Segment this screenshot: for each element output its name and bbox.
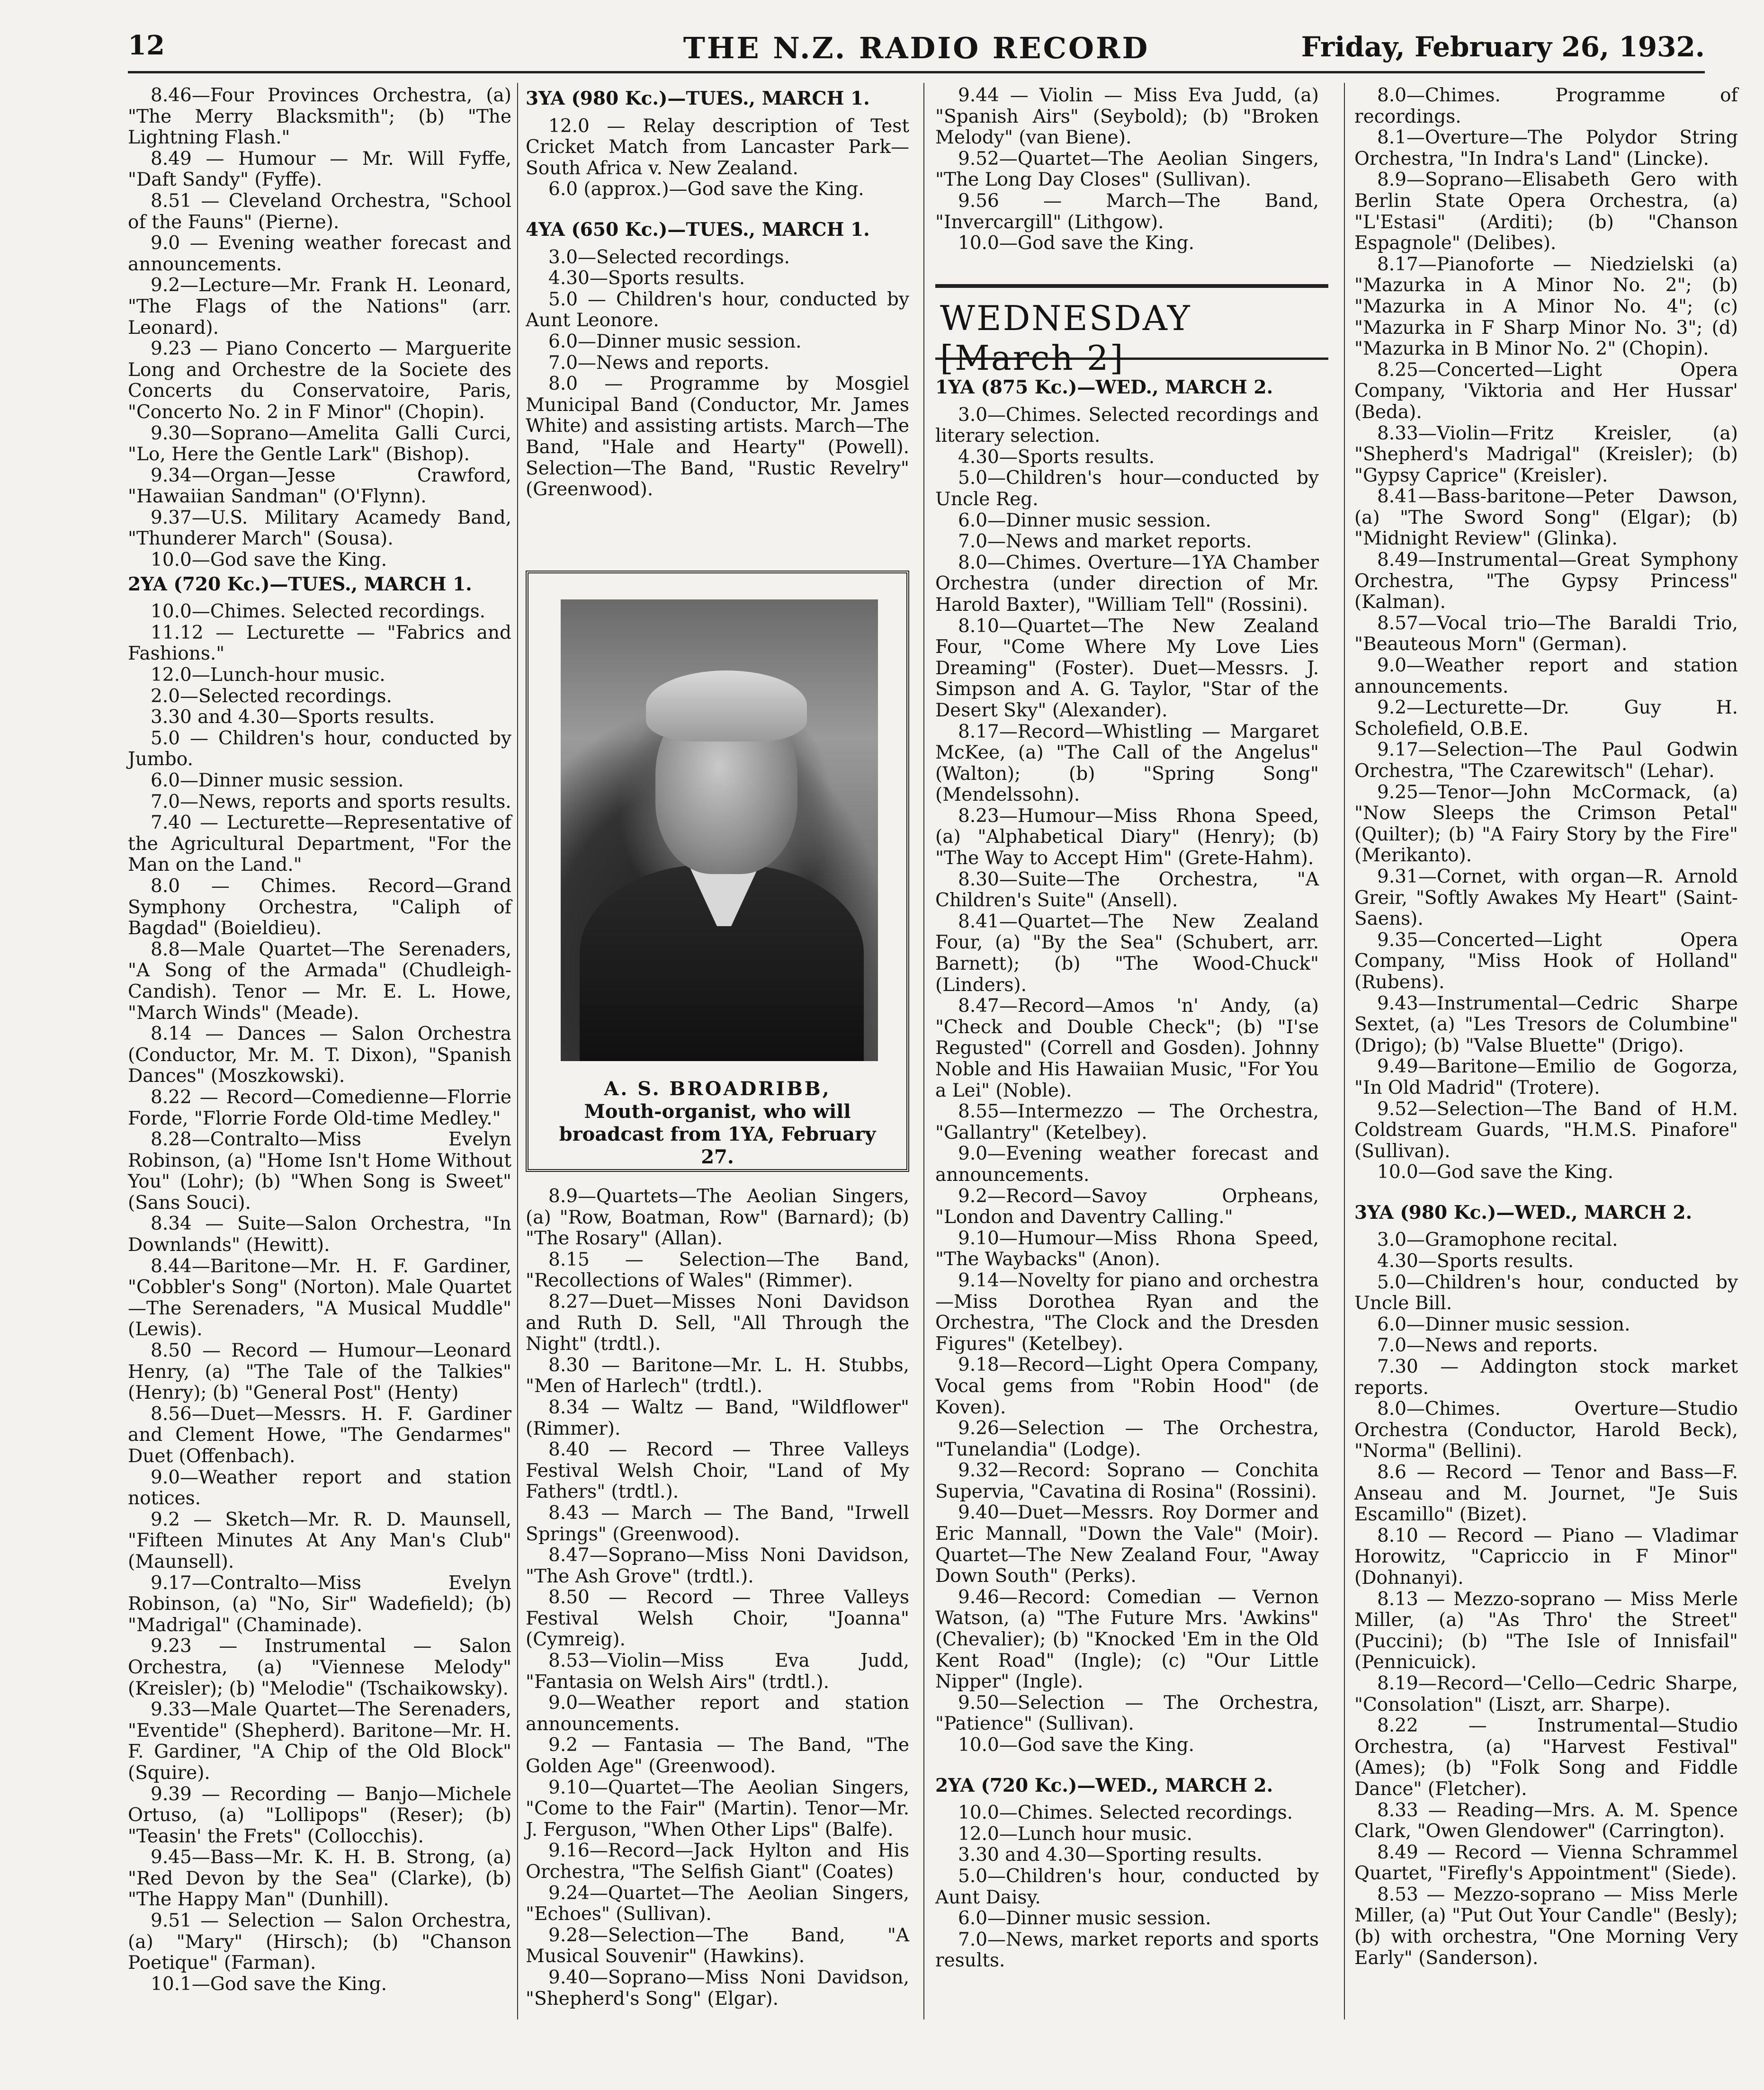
programme-entry: 8.53—Violin—Miss Eva Judd, "Fantasia on Welsh Airs" (trdtl.).	[526, 1650, 909, 1693]
programme-entry: 8.40 — Record — Three Valleys Festival Welsh Choir, "Land of My Fathers" (trdtl.).	[526, 1439, 909, 1503]
station-heading: 2YA (720 Kc.)—TUES., MARCH 1.	[128, 573, 472, 595]
programme-entry: 9.50—Selection — The Orchestra, "Patience" (Sullivan).	[935, 1692, 1319, 1735]
photo-caption	[543, 1078, 892, 1169]
column-2	[526, 85, 909, 500]
programme-entry: 9.0—Weather report and station notices.	[128, 1466, 511, 1509]
programme-entry: 3.30 and 4.30—Sporting results.	[958, 1844, 1263, 1866]
programme-entry: 8.9—Quartets—The Aeolian Singers, (a) "Row, Boatman, Row" (Barnard); (b) "The Rosary" (Allan).	[526, 1186, 909, 1250]
programme-entry: 9.34—Organ—Jesse Crawford, "Hawaiian Sandman" (O'Flynn).	[128, 464, 511, 508]
programme-entry: 9.56 — March—The Band, "Invercargill" (Lithgow).	[935, 190, 1319, 233]
programme-entry: 8.17—Pianoforte — Niedzielski (a) "Mazurka in A Minor No. 2"; (b) "Mazurka in A Minor No. 4"; (c) "Mazurka in F Sharp Minor No. 3"; (d) "Mazurka in B Minor No. 2" (Chopin).	[1354, 253, 1738, 360]
programme-entry: 12.0—Lunch hour music.	[958, 1823, 1192, 1845]
station-heading: 3YA (980 Kc.)—TUES., MARCH 1.	[526, 88, 870, 109]
programme-entry: 9.44 — Violin — Miss Eva Judd, (a) "Spanish Airs" (Seybold); (b) "Broken Melody" (van Biene).	[935, 85, 1319, 149]
programme-entry: 9.16—Record—Jack Hylton and His Orchestra, "The Selfish Giant" (Coates)	[526, 1840, 909, 1883]
programme-entry: 9.37—U.S. Military Acamedy Band, "Thunderer March" (Sousa).	[128, 507, 511, 550]
programme-entry: 9.43—Instrumental—Cedric Sharpe Sextet, (a) "Les Tresors de Columbine" (Drigo); (b) "Valse Bluette" (Drigo).	[1354, 992, 1738, 1056]
programme-entry: 8.10—Quartet—The New Zealand Four, "Come Where My Love Lies Dreaming" (Foster). Duet—Messrs. J. Simpson and A. G. Taylor, "Star of the Desert Sky" (Alexander).	[935, 615, 1319, 721]
programme-entry: 10.0—Chimes. Selected recordings.	[958, 1802, 1293, 1824]
programme-entry: 8.53 — Mezzo-soprano — Miss Merle Miller, (a) "Put Out Your Candle" (Besly); (b) with orchestra, "One Morning Very Early" (Sanderson).	[1354, 1884, 1738, 1969]
programme-entry: 8.25—Concerted—Light Opera Company, 'Viktoria and Her Hussar' (Beda).	[1354, 359, 1738, 423]
masthead: THE N.Z. RADIO RECORD	[683, 31, 1150, 65]
programme-entry: 8.0—Chimes. Overture—1YA Chamber Orchestra (under direction of Mr. Harold Baxter), "William Tell" (Rossini).	[935, 552, 1319, 616]
programme-entry: 8.51 — Cleveland Orchestra, "School of the Fauns" (Pierne).	[128, 190, 511, 233]
programme-entry: 9.10—Quartet—The Aeolian Singers, "Come to the Fair" (Martin). Tenor—Mr. J. Ferguson, "When Other Lips" (Balfe).	[526, 1777, 909, 1840]
programme-entry: 4.30—Sports results.	[548, 268, 745, 289]
programme-entry: 9.0—Weather report and station announcements.	[526, 1692, 909, 1735]
programme-entry: 8.0 — Programme by Mosgiel Municipal Band (Conductor, Mr. James White) and assisting artists. March—The Band, "Hale and Hearty" (Powell). Selection—The Band, "Rustic Revelry" (Greenwood).	[526, 373, 909, 500]
programme-entry: 8.41—Quartet—The New Zealand Four, (a) "By the Sea" (Schubert, arr. Barnett); (b) "The Wood-Chuck" (Linders).	[935, 911, 1319, 996]
programme-entry: 9.28—Selection—The Band, "A Musical Souvenir" (Hawkins).	[526, 1924, 909, 1967]
column-2-top	[526, 88, 909, 500]
station-heading: 1YA (875 Kc.)—WED., MARCH 2.	[935, 376, 1273, 398]
programme-entry: 9.0 — Evening weather forecast and announcements.	[128, 232, 511, 275]
programme-entry: 10.0—God save the King.	[151, 549, 387, 571]
station-heading: 2YA (720 Kc.)—WED., MARCH 2.	[935, 1774, 1273, 1796]
programme-entry: 10.0—God save the King.	[958, 1734, 1194, 1756]
header-rule	[128, 71, 1705, 73]
programme-entry: 6.0—Dinner music session.	[958, 509, 1211, 531]
programme-entry: 8.23—Humour—Miss Rhona Speed, (a) "Alphabetical Diary" (Henry); (b) "The Way to Accept Him" (Grete-Hahm).	[935, 805, 1319, 869]
programme-entry: 8.30 — Baritone—Mr. L. H. Stubbs, "Men of Harlech" (trdtl.).	[526, 1354, 909, 1397]
programme-entry: 9.17—Selection—The Paul Godwin Orchestra, "The Czarewitsch" (Lehar).	[1354, 739, 1738, 782]
programme-entry: 8.17—Record—Whistling — Margaret McKee, (a) "The Call of the Angelus" (Walton); (b) "Spring Song" (Mendelssohn).	[935, 721, 1319, 806]
programme-entry: 8.6 — Record — Tenor and Bass—F. Anseau and M. Journet, "Je Suis Escamillo" (Bizet).	[1354, 1462, 1738, 1526]
programme-entry: 8.0 — Chimes. Record—Grand Symphony Orchestra, "Caliph of Bagdad" (Boieldieu).	[128, 875, 511, 939]
programme-entry: 8.34 — Waltz — Band, "Wildflower" (Rimmer).	[526, 1396, 909, 1439]
programme-entry: 8.10 — Record — Piano — Vladimar Horowitz, "Capriccio in F Minor" (Dohnanyi).	[1354, 1525, 1738, 1589]
programme-entry: 9.2—Lecturette—Dr. Guy H. Scholefield, O.B.E.	[1354, 697, 1738, 740]
programme-entry: 5.0 — Children's hour, conducted by Aunt Leonore.	[526, 288, 909, 331]
programme-entry: 8.0—Chimes. Overture—Studio Orchestra (Conductor, Harold Beck), "Norma" (Bellini).	[1354, 1398, 1738, 1462]
programme-entry: 3.0—Selected recordings.	[548, 246, 790, 268]
column-1	[128, 85, 511, 1995]
wednesday-heading: WEDNESDAY [March 2]	[940, 298, 1191, 378]
programme-entry: 9.39 — Recording — Banjo—Michele Ortuso, (a) "Lollipops" (Reser); (b) "Teasin' the Frets" (Collocchis).	[128, 1783, 511, 1847]
programme-entry: 5.0—Children's hour, conducted by Aunt Daisy.	[935, 1865, 1319, 1908]
programme-entry: 9.40—Soprano—Miss Noni Davidson, "Shepherd's Song" (Elgar).	[526, 1966, 909, 2010]
programme-entry: 9.23 — Piano Concerto — Marguerite Long and Orchestre de la Societe des Concerts du Conservatoire, Paris, "Concerto No. 2 in F Minor" (Chopin).	[128, 338, 511, 423]
programme-entry: 9.31—Cornet, with organ—R. Arnold Greir, "Softly Awakes My Heart" (Saint-Saens).	[1354, 866, 1738, 930]
programme-entry: 8.46—Four Provinces Orchestra, (a) "The Merry Blacksmith"; (b) "The Lightning Flash."	[128, 85, 511, 149]
programme-entry: 8.55—Intermezzo — The Orchestra, "Gallantry" (Ketelbey).	[935, 1101, 1319, 1143]
programme-entry: 8.22 — Record—Comedienne—Florrie Forde, "Florrie Forde Old-time Medley."	[128, 1086, 511, 1129]
programme-entry: 6.0—Dinner music session.	[1377, 1313, 1630, 1335]
programme-entry: 8.30—Suite—The Orchestra, "A Children's Suite" (Ansell).	[935, 868, 1319, 911]
issue-date: Friday, February 26, 1932.	[1301, 31, 1705, 63]
spacer	[1354, 1183, 1738, 1199]
programme-entry: 6.0—Dinner music session.	[548, 330, 802, 352]
programme-entry: 9.0—Evening weather forecast and announcements.	[935, 1143, 1319, 1186]
photo-panel	[526, 571, 909, 1172]
programme-entry: 9.24—Quartet—The Aeolian Singers, "Echoes" (Sullivan).	[526, 1882, 909, 1925]
programme-entry: 9.18—Record—Light Opera Company, Vocal gems from "Robin Hood" (de Koven).	[935, 1354, 1319, 1418]
programme-entry: 7.0—News, reports and sports results.	[151, 791, 511, 813]
spacer	[526, 200, 909, 216]
programme-entry: 8.34 — Suite—Salon Orchestra, "In Downlands" (Hewitt).	[128, 1213, 511, 1256]
programme-entry: 9.45—Bass—Mr. K. H. B. Strong, (a) "Red Devon by the Sea" (Clarke), (b) "The Happy Man" (Dunhill).	[128, 1847, 511, 1911]
programme-entry: 9.32—Record: Soprano — Conchita Supervia, "Cavatina di Rosina" (Rossini).	[935, 1460, 1319, 1502]
programme-entry: 9.52—Quartet—The Aeolian Singers, "The Long Day Closes" (Sullivan).	[935, 148, 1319, 191]
programme-entry: 8.44—Baritone—Mr. H. F. Gardiner, "Cobbler's Song" (Norton). Male Quartet—The Serenaders, "A Musical Muddle" (Lewis).	[128, 1255, 511, 1340]
programme-entry: 8.49—Instrumental—Great Symphony Orchestra, "The Gypsy Princess" (Kalman).	[1354, 549, 1738, 613]
programme-entry: 7.0—News and reports.	[1377, 1335, 1598, 1357]
station-heading: 3YA (980 Kc.)—WED., MARCH 2.	[1354, 1201, 1692, 1224]
programme-entry: 8.8—Male Quartet—The Serenaders, "A Song of the Armada" (Chudleigh-Candish). Tenor — Mr. E. L. Howe, "March Winds" (Meade).	[128, 938, 511, 1024]
programme-entry: 8.43 — March — The Band, "Irwell Springs" (Greenwood).	[526, 1502, 909, 1545]
programme-entry: 6.0—Dinner music session.	[958, 1908, 1211, 1929]
page-number: 12	[128, 30, 165, 61]
programme-entry: 2.0—Selected recordings.	[151, 685, 392, 707]
programme-entry: 5.0—Children's hour—conducted by Uncle Reg.	[935, 467, 1319, 510]
programme-entry: 3.0—Chimes. Selected recordings and literary selection.	[935, 404, 1319, 447]
programme-entry: 8.28—Contralto—Miss Evelyn Robinson, (a) "Home Isn't Home Without You" (Lohr); (b) "When Song is Sweet" (Sans Souci).	[128, 1129, 511, 1214]
programme-entry: 8.50 — Record — Three Valleys Festival Welsh Choir, "Joanna" (Cymreig).	[526, 1587, 909, 1651]
programme-entry: 8.57—Vocal trio—The Baraldi Trio, "Beauteous Morn" (German).	[1354, 612, 1738, 655]
programme-entry: 5.0—Children's hour, conducted by Uncle Bill.	[1354, 1271, 1738, 1314]
column-4	[1354, 85, 1738, 1969]
programme-entry: 7.40 — Lecturette—Representative of the Agricultural Department, "For the Man on the Land."	[128, 812, 511, 876]
programme-entry: 9.23 — Instrumental — Salon Orchestra, (a) "Viennese Melody" (Kreisler); (b) "Melodie" (Tschaikowsky).	[128, 1635, 511, 1699]
programme-entry: 8.15 — Selection—The Band, "Recollections of Wales" (Rimmer).	[526, 1249, 909, 1292]
programme-entry: 8.33 — Reading—Mrs. A. M. Spence Clark, "Owen Glendower" (Carrington).	[1354, 1799, 1738, 1842]
caption-name: A. S. BROADRIBB,	[604, 1078, 831, 1100]
programme-entry: 12.0 — Relay description of Test Cricket Match from Lancaster Park—South Africa v. New Zealand.	[526, 115, 909, 179]
programme-entry: 9.33—Male Quartet—The Serenaders, "Eventide" (Shepherd). Baritone—Mr. H. F. Gardiner, "A Chip of the Old Block" (Squire).	[128, 1699, 511, 1784]
programme-entry: 9.2 — Fantasia — The Band, "The Golden Age" (Greenwood).	[526, 1734, 909, 1777]
programme-entry: 4.30—Sports results.	[958, 446, 1155, 468]
programme-entry: 8.0—Chimes. Programme of recordings.	[1354, 85, 1738, 127]
programme-entry: 9.2—Lecture—Mr. Frank H. Leonard, "The Flags of the Nations" (arr. Leonard).	[128, 275, 511, 339]
programme-entry: 9.2—Record—Savoy Orpheans, "London and Daventry Calling."	[935, 1185, 1319, 1228]
programme-entry: 9.25—Tenor—John McCormack, (a) "Now Sleeps the Crimson Petal" (Quilter); (b) "A Fairy Story by the Fire" (Merikanto).	[1354, 781, 1738, 866]
programme-entry: 9.49—Baritone—Emilio de Gogorza, "In Old Madrid" (Trotere).	[1354, 1056, 1738, 1099]
programme-entry: 8.49 — Humour — Mr. Will Fyffe, "Daft Sandy" (Fyffe).	[128, 148, 511, 191]
programme-entry: 12.0—Lunch-hour music.	[151, 664, 385, 686]
programme-entry: 8.50 — Record — Humour—Leonard Henry, (a) "The Tale of the Talkies" (Henry); (b) "General Post" (Henty)	[128, 1340, 511, 1404]
programme-entry: 9.0—Weather report and station announcements.	[1354, 655, 1738, 697]
programme-entry: 6.0 (approx.)—God save the King.	[548, 179, 864, 200]
programme-entry: 8.47—Record—Amos 'n' Andy, (a) "Check and Double Check"; (b) "I'se Regusted" (Correll and Gosden). Johnny Noble and His Hawaiian Music, "For You a Lei" (Noble).	[935, 995, 1319, 1101]
spacer	[935, 1756, 1319, 1772]
column-rule	[1344, 83, 1345, 2019]
programme-entry: 9.2 — Sketch—Mr. R. D. Maunsell, "Fifteen Minutes At Any Man's Club" (Maunsell).	[128, 1509, 511, 1572]
programme-entry: 9.14—Novelty for piano and orchestra—Miss Dorothea Ryan and the Orchestra, "The Clock and the Dresden Figures" (Ketelbey).	[935, 1269, 1319, 1355]
programme-entry: 5.0 — Children's hour, conducted by Jumbo.	[128, 727, 511, 770]
programme-entry: 10.0—God save the King.	[1377, 1161, 1613, 1183]
programme-entry: 7.0—News and market reports.	[958, 531, 1252, 553]
programme-entry: 6.0—Dinner music session.	[151, 770, 404, 791]
column-rule	[923, 83, 924, 2019]
programme-entry: 8.1—Overture—The Polydor String Orchestra, "In Indra's Land" (Lincke).	[1354, 127, 1738, 170]
programme-entry: 9.30—Soprano—Amelita Galli Curci, "Lo, Here the Gentle Lark" (Bishop).	[128, 422, 511, 465]
programme-entry: 9.35—Concerted—Light Opera Company, "Miss Hook of Holland" (Rubens).	[1354, 929, 1738, 993]
page-header	[128, 26, 1705, 69]
programme-entry: 8.22 — Instrumental—Studio Orchestra, (a) "Harvest Festival" (Ames); (b) "Folk Song and Fiddle Dance" (Fletcher).	[1354, 1715, 1738, 1800]
programme-entry: 8.41—Bass-baritone—Peter Dawson, (a) "The Sword Song" (Elgar); (b) "Midnight Review" (Glinka).	[1354, 486, 1738, 550]
programme-entry: 10.0—Chimes. Selected recordings.	[151, 601, 486, 623]
programme-entry: 7.0—News and reports.	[548, 352, 770, 374]
portrait-photo	[561, 599, 878, 1061]
programme-entry: 8.19—Record—'Cello—Cedric Sharpe, "Consolation" (Liszt, arr. Sharpe).	[1354, 1672, 1738, 1715]
column-3-bottom	[935, 374, 1319, 1972]
programme-entry: 8.27—Duet—Misses Noni Davidson and Ruth D. Sell, "All Through the Night" (trdtl.).	[526, 1291, 909, 1355]
programme-entry: 9.40—Duet—Messrs. Roy Dormer and Eric Mannall, "Down the Vale" (Moir). Quartet—The New Zealand Four, "Away Down South" (Perks).	[935, 1502, 1319, 1587]
station-heading: 4YA (650 Kc.)—TUES., MARCH 1.	[526, 218, 870, 241]
programme-entry: 8.56—Duet—Messrs. H. F. Gardiner and Clement Howe, "The Gendarmes" Duet (Offenbach).	[128, 1403, 511, 1467]
programme-entry: 8.33—Violin—Fritz Kreisler, (a) "Shepherd's Madrigal" (Kreisler); (b) "Gypsy Caprice" (Kreisler).	[1354, 422, 1738, 486]
programme-entry: 8.13 — Mezzo-soprano — Miss Merle Miller, (a) "As Thro' the Street" (Puccini); (b) "The Isle of Innisfail" (Pennicuick).	[1354, 1588, 1738, 1673]
programme-entry: 4.30—Sports results.	[1377, 1250, 1574, 1272]
programme-entry: 8.14 — Dances — Salon Orchestra (Conductor, Mr. M. T. Dixon), "Spanish Dances" (Moszkowski).	[128, 1023, 511, 1087]
programme-entry: 9.10—Humour—Miss Rhona Speed, "The Waybacks" (Anon).	[935, 1227, 1319, 1270]
column-3-top	[935, 85, 1319, 254]
caption-text: Mouth-organist, who will broadcast from 1YA, February 27.	[559, 1100, 876, 1168]
programme-entry: 7.0—News, market reports and sports results.	[935, 1929, 1319, 1972]
programme-entry: 3.30 and 4.30—Sports results.	[151, 706, 435, 728]
wednesday-banner	[935, 284, 1328, 378]
programme-entry: 8.9—Soprano—Elisabeth Gero with Berlin State Opera Orchestra, (a) "L'Estasi" (Arditi); (b) "Chanson Espagnole" (Delibes).	[1354, 169, 1738, 254]
programme-entry: 9.17—Contralto—Miss Evelyn Robinson, (a) "No, Sir" Wadefield); (b) "Madrigal" (Chaminade).	[128, 1572, 511, 1636]
programme-entry: 9.51 — Selection — Salon Orchestra, (a) "Mary" (Hirsch); (b) "Chanson Poetique" (Farman).	[128, 1910, 511, 1974]
column-2-bottom	[526, 1186, 909, 2010]
column-rule	[517, 83, 518, 2019]
programme-entry: 3.0—Gramophone recital.	[1377, 1229, 1618, 1251]
programme-entry: 7.30 — Addington stock market reports.	[1354, 1356, 1738, 1399]
programme-entry: 10.0—God save the King.	[958, 232, 1194, 254]
programme-entry: 11.12 — Lecturette — "Fabrics and Fashions."	[128, 622, 511, 665]
programme-entry: 9.52—Selection—The Band of H.M. Coldstream Guards, "H.M.S. Pinafore" (Sullivan).	[1354, 1098, 1738, 1162]
programme-entry: 8.47—Soprano—Miss Noni Davidson, "The Ash Grove" (trdtl.).	[526, 1545, 909, 1587]
programme-entry: 10.1—God save the King.	[151, 1973, 387, 1995]
programme-entry: 9.46—Record: Comedian — Vernon Watson, (a) "The Future Mrs. 'Awkins" (Chevalier); (b) "Knocked 'Em in the Old Kent Road" (Ingle); (c) "Our Little Nipper" (Ingle).	[935, 1586, 1319, 1693]
programme-entry: 8.49 — Record — Vienna Schrammel Quartet, "Firefly's Appointment" (Siede).	[1354, 1841, 1738, 1885]
programme-entry: 9.26—Selection — The Orchestra, "Tunelandia" (Lodge).	[935, 1418, 1319, 1460]
